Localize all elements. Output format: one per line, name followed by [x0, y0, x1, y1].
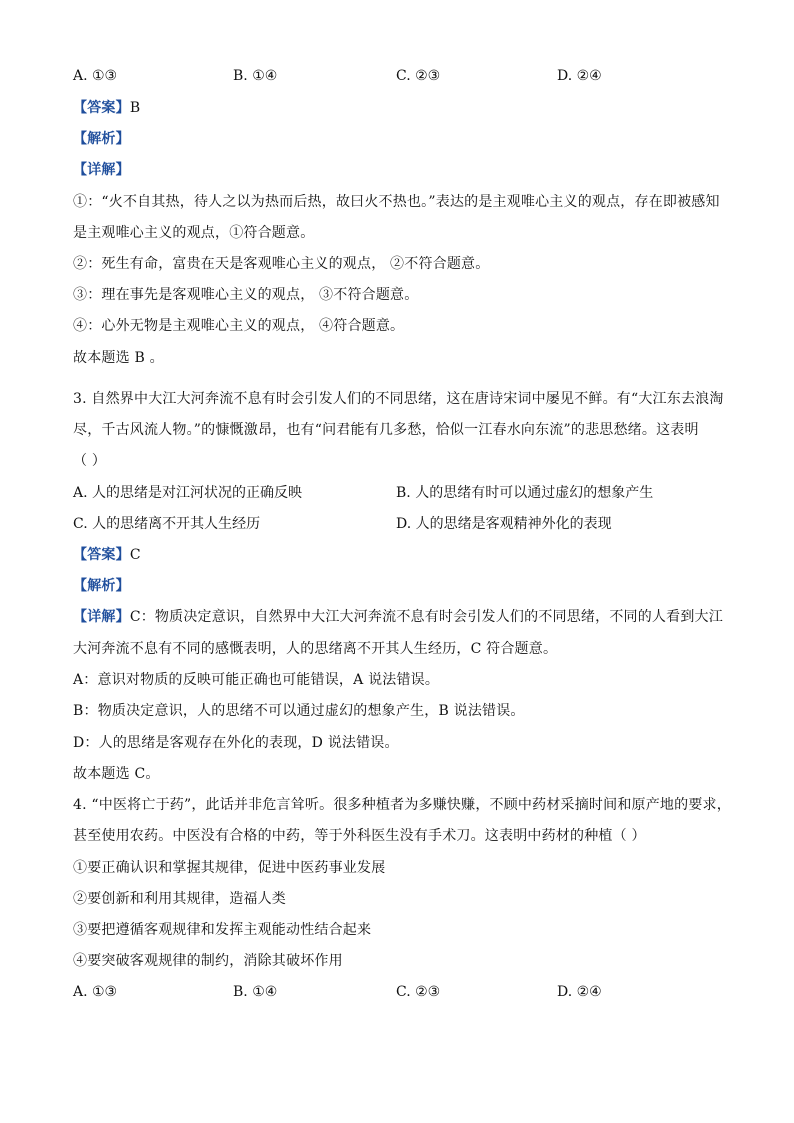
q3-detail-line: B：物质决定意识，人的思绪不可以通过虚幻的想象产生，B 说法错误。 — [73, 703, 525, 719]
analysis-tag: 【解析】 — [73, 578, 130, 594]
q4-item: ③要把遵循客观规律和发挥主观能动性结合起来 — [73, 922, 372, 938]
q3-detail-first-line — [73, 607, 723, 627]
q3-stem-line: 尽，千古风流人物。”的慷慨激昂，也有“问君能有几多愁，恰似一江春水向东流”的悲思愁绪。这表明 — [73, 422, 699, 438]
q4-option-b: B. ①④ — [233, 984, 278, 1000]
q2-detail-line: ②：死生有命，富贵在天是客观唯心主义的观点， ②不符合题意。 — [73, 256, 490, 272]
q3-detail-line: D：人的思绪是客观存在外化的表现，D 说法错误。 — [73, 735, 399, 751]
q4-stem-line: 甚至使用农药。中医没有合格的中药，等于外科医生没有手术刀。这表明中药材的种植（ ） — [73, 828, 646, 844]
option-d: D. ②④ — [557, 68, 602, 84]
q4-item: ①要正确认识和掌握其规律，促进中医药事业发展 — [73, 860, 386, 876]
q3-detail-text: C：物质决定意识，自然界中大江大河奔流不息有时会引发人们的不同思绪，不同的人看到大江 — [129, 609, 723, 625]
q2-detail-line: ④：心外无物是主观唯心主义的观点， ④符合题意。 — [73, 318, 405, 334]
detail-tag: 【详解】 — [73, 609, 130, 625]
q3-detail-line: 大河奔流不息有不同的感慨表明，人的思绪离不开其人生经历，C 符合题意。 — [73, 641, 558, 657]
q3-conclusion: 故本题选 C。 — [73, 766, 160, 782]
q2-conclusion: 故本题选 B 。 — [73, 350, 164, 366]
q4-item: ②要创新和利用其规律，造福人类 — [73, 891, 286, 907]
q3-option-d: D. 人的思绪是客观精神外化的表现 — [396, 516, 612, 532]
q4-option-d: D. ②④ — [557, 984, 602, 1000]
q3-stem-bracket: （ ） — [73, 453, 107, 469]
option-a: A. ①③ — [73, 68, 118, 84]
q3-option-b: B. 人的思绪有时可以通过虚幻的想象产生 — [396, 485, 654, 501]
q4-option-a: A. ①③ — [73, 984, 118, 1000]
q4-item: ④要突破客观规律的制约，消除其破坏作用 — [73, 953, 343, 969]
answer-value: B — [129, 100, 141, 116]
q2-answer-line — [73, 98, 140, 118]
option-b: B. ①④ — [233, 68, 278, 84]
q2-detail-line: ③：理在事先是客观唯心主义的观点， ③不符合题意。 — [73, 287, 419, 303]
q2-detail-line: ①：“火不自其热，待人之以为热而后热，故曰火不热也。”表达的是主观唯心主义的观点，存在即被感知 — [73, 194, 720, 210]
answer-value: C — [129, 547, 141, 563]
answer-tag: 【答案】 — [73, 100, 130, 116]
answer-tag: 【答案】 — [73, 547, 130, 563]
detail-tag: 【详解】 — [73, 162, 130, 178]
q3-detail-line: A：意识对物质的反映可能正确也可能错误，A 说法错误。 — [73, 672, 440, 688]
q3-option-c: C. 人的思绪离不开其人生经历 — [73, 516, 261, 532]
analysis-tag: 【解析】 — [73, 131, 130, 147]
q3-answer-line — [73, 545, 141, 565]
q2-detail-line: 是主观唯心主义的观点，①符合题意。 — [73, 225, 315, 241]
option-c: C. ②③ — [396, 68, 441, 84]
q4-stem-line: 4. “中医将亡于药”，此话并非危言耸听。很多种植者为多赚快赚，不顾中药材采摘时间和原产地的要求， — [73, 797, 731, 813]
q3-option-a: A. 人的思绪是对江河状况的正确反映 — [73, 485, 303, 501]
q3-stem-line: 3. 自然界中大江大河奔流不息有时会引发人们的不同思绪，这在唐诗宋词中屡见不鲜。有“大江东去浪淘 — [73, 391, 724, 407]
q4-option-c: C. ②③ — [396, 984, 441, 1000]
